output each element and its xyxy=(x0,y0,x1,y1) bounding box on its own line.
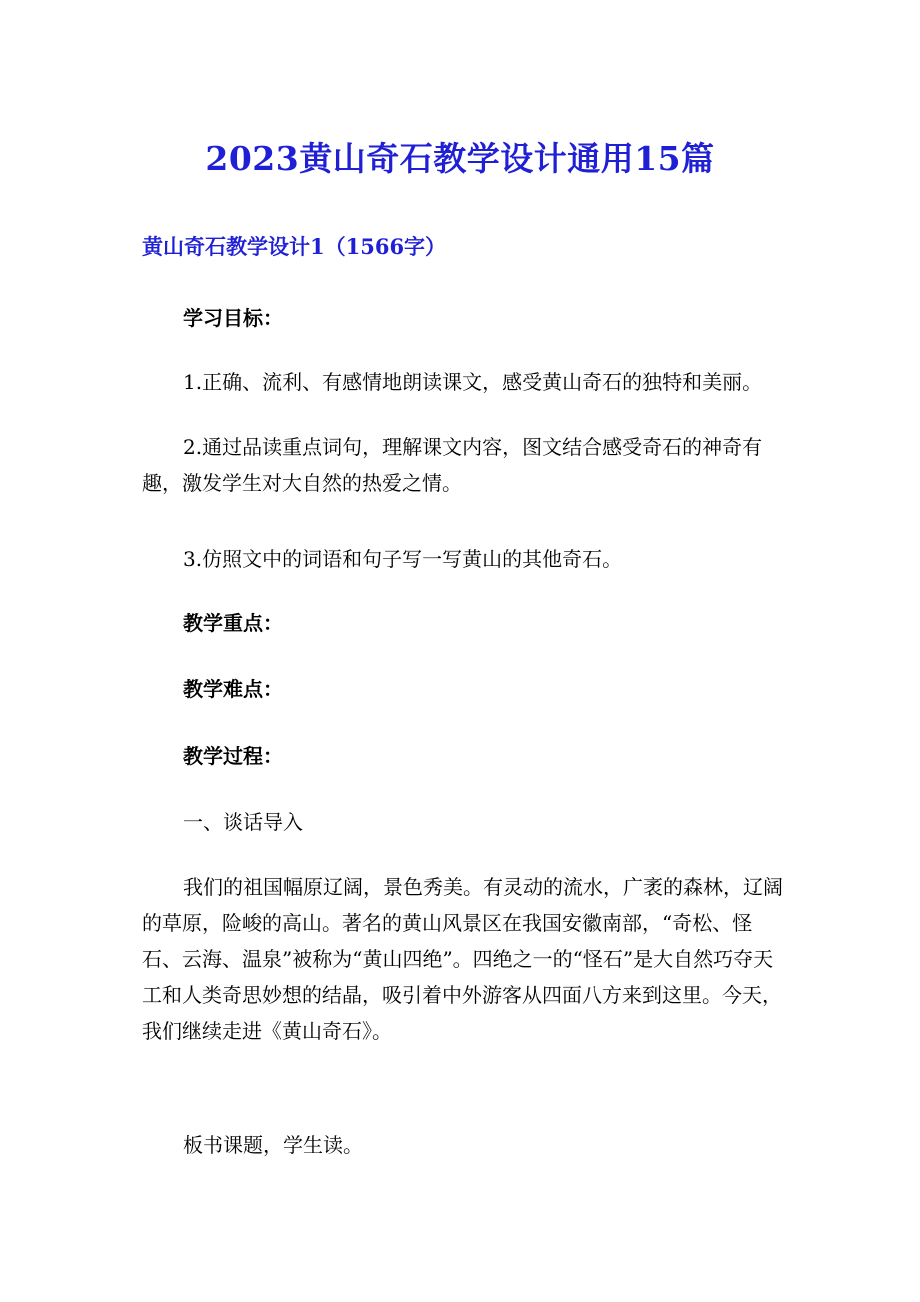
document-title: 2023黄山奇石教学设计通用15篇 xyxy=(205,139,715,178)
teaching-process-heading: 教学过程： xyxy=(183,744,283,768)
intro-paragraph: 我们的祖国幅原辽阔，景色秀美。有灵动的流水，广袤的森林，辽阔的草原，险峻的高山。著名的黄山风景区在我国安徽南部，“奇松、怪石、云海、温泉”被称为“黄山四绝”。四绝之一的“怪石”是大自然巧夺天工和人类奇思妙想的结晶，吸引着中外游客从四面八方来到这里。今天，我们继续走进《黄山奇石》。 xyxy=(142,875,783,1043)
teaching-focus-heading: 教学重点： xyxy=(183,611,283,635)
board-writing-paragraph: 板书课题，学生读。 xyxy=(183,1133,363,1157)
goal-item-1: 1.正确、流利、有感情地朗读课文，感受黄山奇石的独特和美丽。 xyxy=(183,370,763,394)
goal-item-2: 2.通过品读重点词句，理解课文内容，图文结合感受奇石的神奇有趣，激发学生对大自然的热爱之情。 xyxy=(142,435,763,495)
learning-goals-heading: 学习目标： xyxy=(183,306,283,330)
goal-item-3: 3.仿照文中的词语和句子写一写黄山的其他奇石。 xyxy=(183,547,623,571)
teaching-difficulty-heading: 教学难点： xyxy=(183,677,283,701)
step-heading-intro: 一、谈话导入 xyxy=(183,810,303,834)
section-title: 黄山奇石教学设计1（1566字） xyxy=(142,234,447,259)
